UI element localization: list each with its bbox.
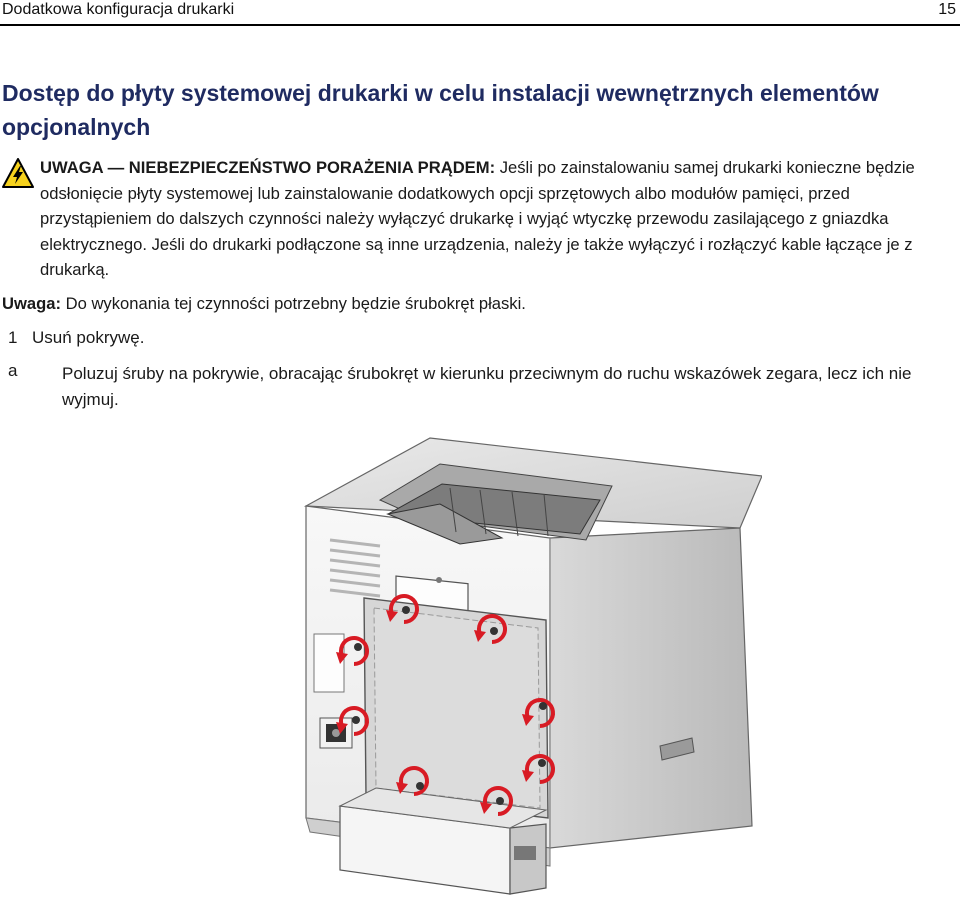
step-text: Usuń pokrywę. [32,328,145,347]
warning-label: UWAGA — NIEBEZPIECZEŃSTWO PORAŻENIA PRĄDEM: [40,158,496,177]
system-board-cover [364,598,548,818]
page-number: 15 [938,1,956,18]
note-label: Uwaga: [2,294,62,313]
substep-text: Poluzuj śruby na pokrywie, obracając śrubokręt w kierunku przeciwnym do ruchu wskazówek zegara, lecz ich nie wyjmuj. [62,364,912,409]
warning-paragraph [40,155,958,283]
screw [436,577,442,583]
substep-letter: a [8,361,18,380]
note-text: Do wykonania tej czynności potrzebny będzie śrubokręt płaski. [61,294,526,313]
step-number: 1 [8,328,18,347]
header-title: Dodatkowa konfiguracja drukarki [2,1,235,18]
printer-illustration [300,428,762,900]
note-paragraph [2,291,957,317]
side-panel [314,634,344,692]
warning-text: Jeśli po zainstalowaniu samej drukarki konieczne będzie odsłonięcie płyty systemowej lub zainstalowanie dodatkowych opcji sprzętowych albo modułów pamięci, przed przystąpieniem do dalszych czynności należy wyłączyć drukarkę i wyjąć wtyczkę przewodu zasilającego z gniazdka elektrycznego. Jeśli do drukarki podłączone są inne urządzenia, należy je także wyłączyć i rozłączyć kable łączące je z drukarką. [40,158,915,280]
section-heading: Dostęp do płyty systemowej drukarki w celu instalacji wewnętrznych elementów opcjonalnych [2,80,879,140]
electric-shock-warning-icon [2,158,34,188]
power-socket [320,718,352,748]
page-header [0,0,960,26]
